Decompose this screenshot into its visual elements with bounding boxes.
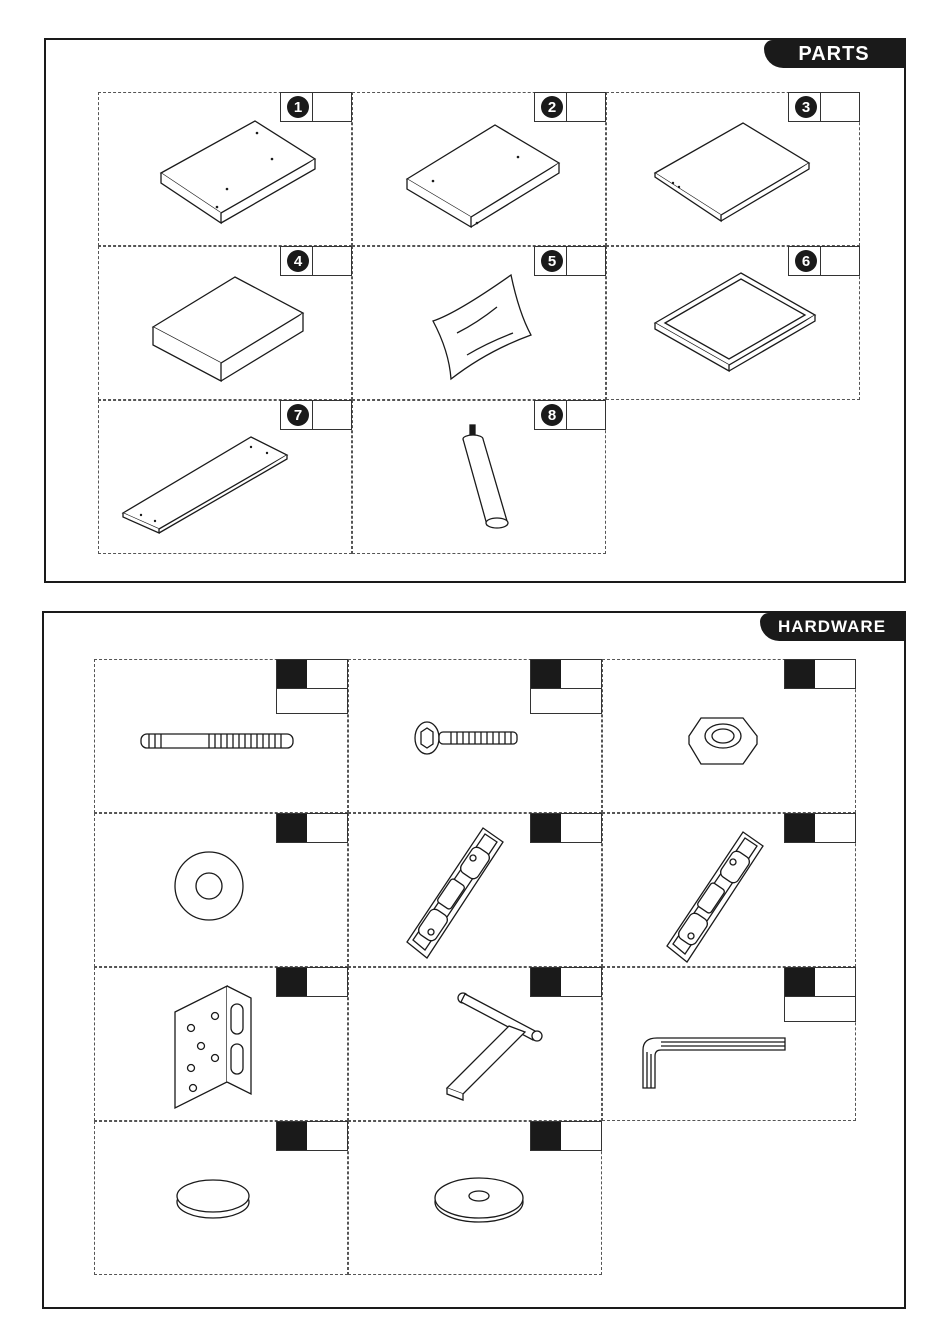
- parts-panel: [44, 38, 906, 583]
- slat-board-icon: [121, 435, 291, 535]
- hardware-cell-11: [348, 1121, 602, 1275]
- frame-icon: [651, 271, 821, 371]
- part-cell-2: [352, 92, 606, 246]
- parts-section-title: PARTS: [764, 40, 904, 68]
- quantity-slot: [312, 247, 351, 275]
- part-label-1: [280, 92, 352, 122]
- hardware-label: [276, 967, 348, 997]
- hardware-section-title: HARDWARE: [760, 613, 904, 641]
- hardware-label: [784, 967, 856, 1022]
- part-cell-5: [352, 246, 606, 400]
- part-label-2: [534, 92, 606, 122]
- part-number-6: 6: [795, 250, 817, 272]
- thin-panel-icon: [651, 123, 811, 223]
- allen-key-icon: [639, 1032, 789, 1092]
- quantity-slot: [312, 401, 351, 429]
- felt-pad-icon: [175, 1172, 255, 1222]
- hardware-label: [276, 813, 348, 843]
- hardware-cell-1: [94, 659, 348, 813]
- hardware-cell-6: [602, 813, 856, 967]
- cushion-bag-icon: [427, 273, 537, 383]
- part-number-1: 1: [287, 96, 309, 118]
- part-label-8: [534, 400, 606, 430]
- part-label-4: [280, 246, 352, 276]
- hardware-cell-10: [94, 1121, 348, 1275]
- hardware-label: [530, 1121, 602, 1151]
- part-cell-7: [98, 400, 352, 554]
- hex-nut-icon: [687, 710, 759, 770]
- hardware-label: [276, 659, 348, 714]
- part-number-4: 4: [287, 250, 309, 272]
- tapered-leg-icon: [453, 425, 513, 535]
- part-label-5: [534, 246, 606, 276]
- hardware-label: [784, 813, 856, 843]
- t-wrench-icon: [433, 988, 553, 1098]
- quantity-slot: [820, 247, 859, 275]
- hardware-cell-2: [348, 659, 602, 813]
- part-number-8: 8: [541, 404, 563, 426]
- part-number-5: 5: [541, 250, 563, 272]
- part-cell-1: [98, 92, 352, 246]
- hardware-label: [530, 659, 602, 714]
- hardware-panel: [42, 611, 906, 1309]
- large-washer-icon: [433, 1168, 529, 1228]
- part-number-2: 2: [541, 96, 563, 118]
- part-cell-8: [352, 400, 606, 554]
- hardware-cell-9: [602, 967, 856, 1121]
- part-cell-4: [98, 246, 352, 400]
- part-cell-6: [606, 246, 860, 400]
- bracket-plate-icon: [403, 824, 513, 964]
- part-label-3: [788, 92, 860, 122]
- quantity-slot: [566, 93, 605, 121]
- hardware-cell-8: [348, 967, 602, 1121]
- hardware-label: [784, 659, 856, 689]
- quantity-slot: [820, 93, 859, 121]
- hardware-cell-7: [94, 967, 348, 1121]
- bracket-plate-icon: [663, 828, 773, 968]
- part-label-7: [280, 400, 352, 430]
- angle-bracket-icon: [171, 982, 261, 1102]
- quantity-slot: [566, 401, 605, 429]
- quantity-slot: [312, 93, 351, 121]
- threaded-rod-icon: [139, 730, 299, 754]
- part-cell-3: [606, 92, 860, 246]
- quantity-slot: [566, 247, 605, 275]
- part-number-7: 7: [287, 404, 309, 426]
- hex-bolt-icon: [411, 718, 521, 758]
- hardware-cell-5: [348, 813, 602, 967]
- hardware-cell-4: [94, 813, 348, 967]
- hardware-label: [276, 1121, 348, 1151]
- thick-block-icon: [149, 275, 309, 385]
- part-number-3: 3: [795, 96, 817, 118]
- hardware-label: [530, 813, 602, 843]
- panel-board-icon: [157, 119, 317, 229]
- panel-board-icon: [403, 123, 563, 233]
- hardware-cell-3: [602, 659, 856, 813]
- flat-washer-icon: [171, 848, 251, 928]
